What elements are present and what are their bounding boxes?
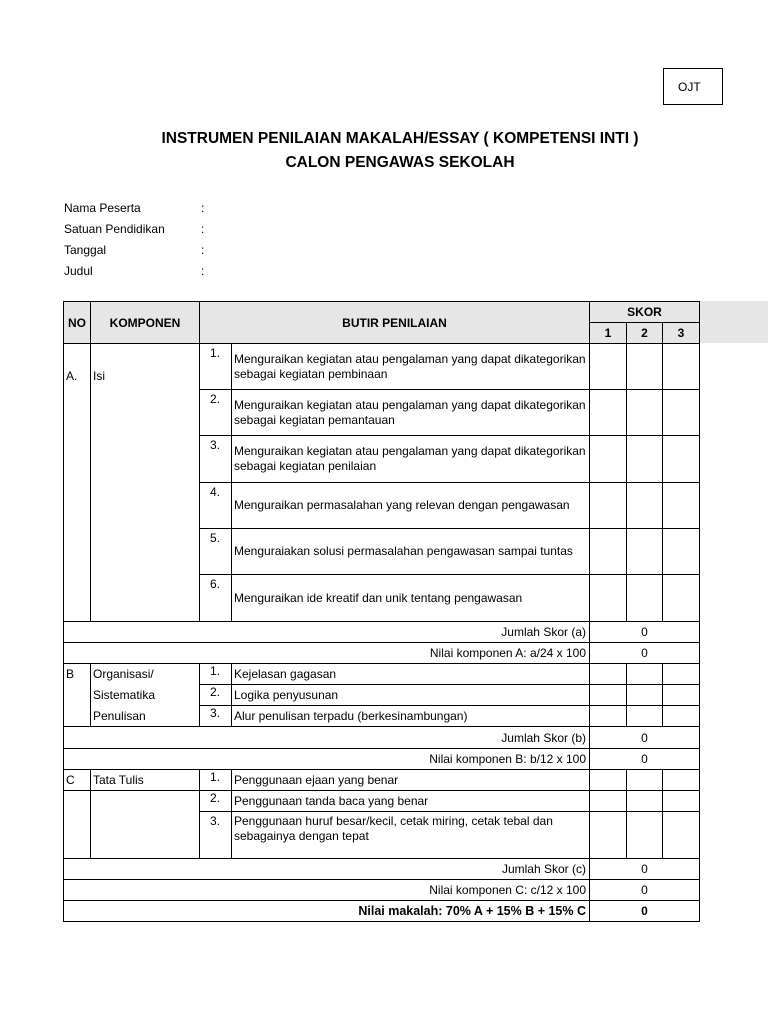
item-number: 2.: [200, 791, 232, 812]
section-c-no: C: [64, 770, 91, 791]
section-b-name-line: Sistematika: [91, 685, 200, 706]
header-skor-3: 3: [663, 323, 700, 344]
table-row: [64, 770, 700, 791]
item-text: Logika penyusunan: [232, 685, 590, 706]
item-text: Penggunaan tanda baca yang benar: [232, 791, 590, 812]
document-title: INSTRUMEN PENILAIAN MAKALAH/ESSAY ( KOMPETENSI INTI ): [161, 130, 639, 147]
summary-row: [64, 880, 700, 901]
item-text: Menguraikan kegiatan atau pengalaman yang dapat dikategorikan sebagai kegiatan penilaian: [232, 436, 590, 483]
score-cell[interactable]: [590, 791, 627, 812]
sum-label-a: Jumlah Skor (a): [64, 622, 590, 643]
info-label: Tanggal: [64, 243, 107, 257]
item-number: 3.: [200, 436, 232, 483]
score-cell[interactable]: [663, 529, 700, 575]
final-row: [64, 901, 700, 922]
score-cell[interactable]: [627, 770, 663, 791]
item-number: 4.: [200, 483, 232, 529]
score-cell[interactable]: [663, 791, 700, 812]
score-cell[interactable]: [663, 770, 700, 791]
info-colon: :: [201, 243, 205, 257]
score-value-b: 0: [590, 749, 700, 770]
item-number: 1.: [200, 770, 232, 791]
item-number: 2.: [200, 390, 232, 436]
header-shade: [700, 301, 768, 343]
table-row: [64, 685, 700, 706]
score-cell[interactable]: [590, 436, 627, 483]
item-number: 5.: [200, 529, 232, 575]
table-row: [64, 706, 700, 727]
item-text: Alur penulisan terpadu (berkesinambungan): [232, 706, 590, 727]
table-row: [64, 812, 700, 859]
assessment-table: [63, 301, 700, 922]
item-text: Kejelasan gagasan: [232, 664, 590, 685]
score-cell[interactable]: [590, 685, 627, 706]
score-cell[interactable]: [627, 812, 663, 859]
header-skor: SKOR: [590, 302, 700, 323]
item-number: 6.: [200, 575, 232, 622]
item-text: Penggunaan huruf besar/kecil, cetak miring, cetak tebal dan sebagainya dengan tepat: [232, 812, 590, 859]
score-cell[interactable]: [663, 706, 700, 727]
item-text: Menguraikan kegiatan atau pengalaman yang dapat dikategorikan sebagai kegiatan pemantauan: [232, 390, 590, 436]
info-label: Satuan Pendidikan: [64, 222, 165, 236]
score-cell[interactable]: [663, 390, 700, 436]
score-cell[interactable]: [590, 483, 627, 529]
score-cell[interactable]: [627, 529, 663, 575]
section-c-name: Tata Tulis: [91, 770, 200, 791]
info-colon: :: [201, 264, 205, 278]
score-value-a: 0: [590, 643, 700, 664]
score-cell[interactable]: [627, 791, 663, 812]
summary-row: [64, 859, 700, 880]
summary-row: [64, 727, 700, 749]
score-cell[interactable]: [663, 575, 700, 622]
score-cell[interactable]: [590, 770, 627, 791]
empty-cell: [64, 812, 91, 859]
summary-row: [64, 749, 700, 770]
item-number: 1.: [200, 664, 232, 685]
score-cell[interactable]: [627, 483, 663, 529]
sum-value-c: 0: [590, 859, 700, 880]
score-cell[interactable]: [663, 664, 700, 685]
section-b-name-line: Organisasi/: [91, 664, 200, 685]
header-skor-2: 2: [627, 323, 663, 344]
empty-cell: [91, 791, 200, 812]
empty-cell: [91, 812, 200, 859]
empty-cell: [64, 791, 91, 812]
item-number: 1.: [200, 344, 232, 390]
score-label-c: Nilai komponen C: c/12 x 100: [64, 880, 590, 901]
table-row: [64, 791, 700, 812]
score-cell[interactable]: [627, 575, 663, 622]
score-cell[interactable]: [590, 664, 627, 685]
header-komponen: KOMPONEN: [91, 302, 200, 344]
section-b-no: B: [64, 664, 91, 727]
score-label-a: Nilai komponen A: a/24 x 100: [64, 643, 590, 664]
score-cell[interactable]: [590, 575, 627, 622]
score-cell[interactable]: [590, 529, 627, 575]
score-cell[interactable]: [627, 706, 663, 727]
info-colon: :: [201, 222, 205, 236]
item-text: Menguraikan kegiatan atau pengalaman yang dapat dikategorikan sebagai kegiatan pembinaan: [232, 344, 590, 390]
sum-label-c: Jumlah Skor (c): [64, 859, 590, 880]
item-text: Menguraikan permasalahan yang relevan dengan pengawasan: [232, 483, 590, 529]
score-cell[interactable]: [590, 390, 627, 436]
section-b-name-line: Penulisan: [91, 706, 200, 727]
sum-value-a: 0: [590, 622, 700, 643]
score-cell[interactable]: [590, 706, 627, 727]
score-cell[interactable]: [590, 812, 627, 859]
score-value-c: 0: [590, 880, 700, 901]
item-text: Penggunaan ejaan yang benar: [232, 770, 590, 791]
table-row: [64, 344, 700, 390]
score-label-b: Nilai komponen B: b/12 x 100: [64, 749, 590, 770]
score-cell[interactable]: [590, 344, 627, 390]
summary-row: [64, 643, 700, 664]
header-no: NO: [64, 302, 91, 344]
item-text: Menguraikan ide kreatif dan unik tentang pengawasan: [232, 575, 590, 622]
sum-value-b: 0: [590, 727, 700, 749]
score-cell[interactable]: [627, 344, 663, 390]
section-a-no: A.: [64, 344, 91, 622]
final-score-value: 0: [590, 901, 700, 922]
score-cell[interactable]: [663, 812, 700, 859]
header-butir-penilaian: BUTIR PENILAIAN: [200, 302, 590, 344]
document-subtitle: CALON PENGAWAS SEKOLAH: [285, 154, 515, 171]
item-text: Menguraiakan solusi permasalahan pengawasan sampai tuntas: [232, 529, 590, 575]
score-cell[interactable]: [627, 664, 663, 685]
table-row: [64, 664, 700, 685]
item-number: 3.: [200, 812, 232, 859]
info-label: Nama Peserta: [64, 201, 141, 215]
form-code-box: OJT: [663, 68, 723, 105]
score-cell[interactable]: [663, 344, 700, 390]
summary-row: [64, 622, 700, 643]
score-cell[interactable]: [663, 483, 700, 529]
info-colon: :: [201, 201, 205, 215]
sum-label-b: Jumlah Skor (b): [64, 727, 590, 749]
score-cell[interactable]: [627, 685, 663, 706]
info-label: Judul: [64, 264, 93, 278]
item-number: 2.: [200, 685, 232, 706]
section-a-name: Isi: [91, 344, 200, 622]
score-cell[interactable]: [627, 436, 663, 483]
score-cell[interactable]: [663, 685, 700, 706]
header-skor-1: 1: [590, 323, 627, 344]
score-cell[interactable]: [663, 436, 700, 483]
score-cell[interactable]: [627, 390, 663, 436]
item-number: 3.: [200, 706, 232, 727]
final-score-label: Nilai makalah: 70% A + 15% B + 15% C: [64, 901, 590, 922]
